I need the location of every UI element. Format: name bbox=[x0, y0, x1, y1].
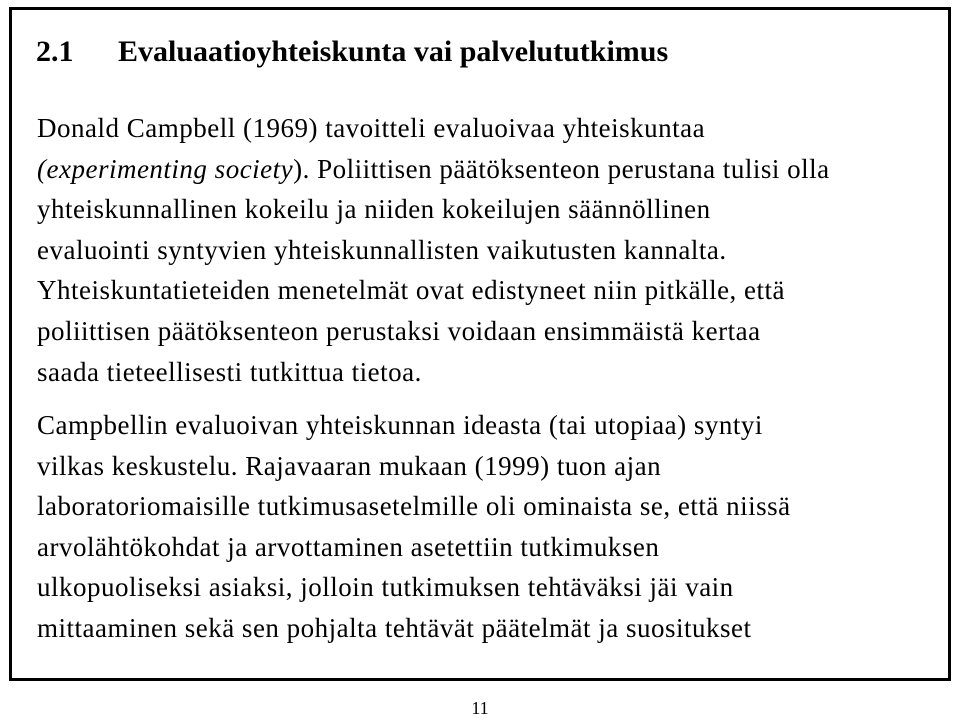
text-line: vilkas keskustelu. Rajavaaran mukaan (1999) tuon ajan bbox=[37, 450, 662, 481]
italic-term: (experimenting society bbox=[37, 153, 294, 184]
text-line: arvolähtökohdat ja arvottaminen asetettiin tutkimuksen bbox=[37, 531, 660, 562]
text-line: laboratoriomaisille tutkimusasetelmille oli ominaista se, että niissä bbox=[37, 491, 791, 522]
paragraph-2 bbox=[37, 405, 791, 649]
text-line: Yhteiskuntatieteiden menetelmät ovat edistyneet niin pitkälle, että bbox=[37, 275, 786, 306]
text-line: Campbellin evaluoivan yhteiskunnan ideasta (tai utopiaa) syntyi bbox=[37, 410, 763, 440]
text-line-rest: ). Poliittisen päätöksenteon perustana tulisi olla bbox=[293, 153, 830, 184]
text-line: saada tieteellisesti tutkittua tietoa. bbox=[37, 356, 422, 387]
section-title: Evaluaatioyhteiskunta vai palvelututkimus bbox=[118, 35, 669, 68]
text-line: evaluointi syntyvien yhteiskunnallisten vaikutusten kannalta. bbox=[37, 234, 727, 265]
text-line: mittaaminen sekä sen pohjalta tehtävät päätelmät ja suositukset bbox=[37, 612, 752, 643]
paragraph-1 bbox=[37, 108, 830, 392]
section-heading bbox=[36, 34, 668, 70]
text-line: poliittisen päätöksenteon perustaksi voidaan ensimmäistä kertaa bbox=[37, 315, 761, 346]
text-line: Donald Campbell (1969) tavoitteli evaluoivaa yhteiskuntaa bbox=[37, 113, 706, 143]
text-line: yhteiskunnallinen kokeilu ja niiden kokeilujen säännöllinen bbox=[37, 194, 711, 225]
text-line: ulkopuoliseksi asiaksi, jolloin tutkimuksen tehtäväksi jäi vain bbox=[37, 572, 734, 603]
text-line bbox=[37, 149, 830, 190]
page-number: 11 bbox=[471, 698, 489, 718]
slide-frame bbox=[9, 7, 951, 681]
section-number: 2.1 bbox=[36, 35, 74, 68]
